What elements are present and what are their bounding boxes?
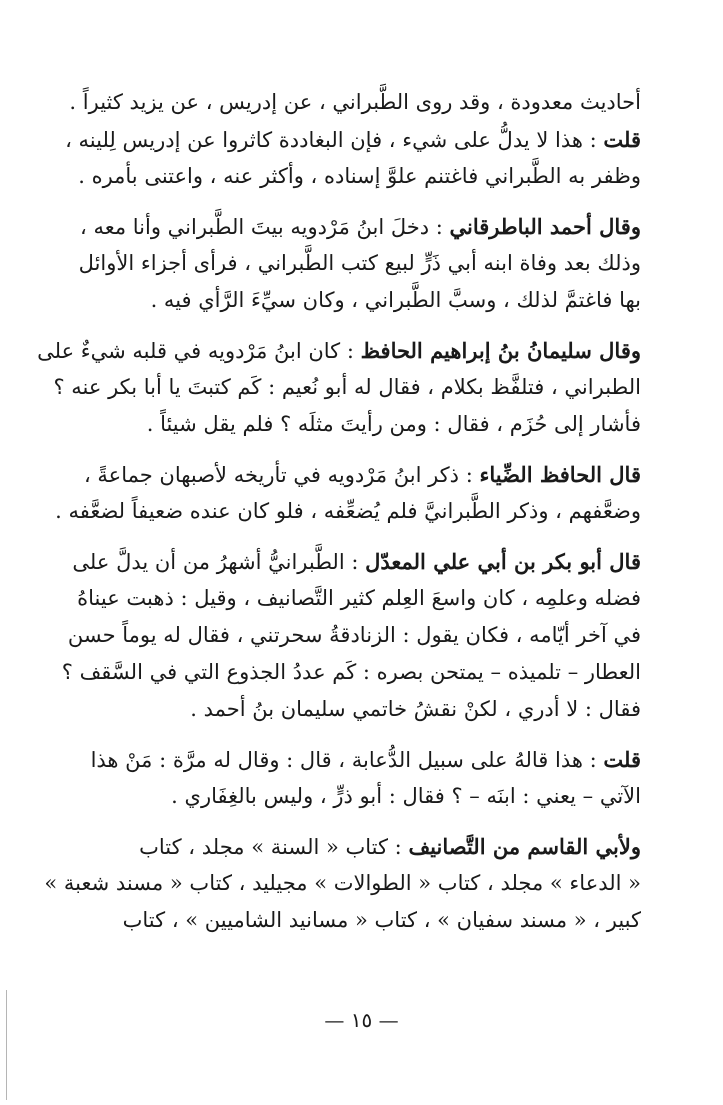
line-text: : دخلَ ابنُ مَرْدويه بيتَ الطَّبراني وأنا معه ،	[80, 215, 450, 239]
line-text: كبير ، « مسند سفيان » ، كتاب « مسانيد الشاميين » ، كتاب	[122, 908, 641, 932]
text-line	[72, 778, 641, 815]
text-line	[72, 691, 641, 728]
line-text: : الطَّبرانيُّ أشهرُ من أن يدلَّ على	[72, 550, 366, 574]
text-line	[72, 158, 641, 195]
line-text: : كتاب « السنة » مجلد ، كتاب	[139, 835, 409, 859]
paragraph	[72, 741, 641, 815]
text-line	[72, 902, 641, 939]
text-line	[55, 493, 641, 530]
speaker-heading: وقال أحمد الباطرقاني	[449, 214, 641, 239]
text-line	[72, 741, 641, 778]
line-text: أحاديث معدودة ، وقد روى الطَّبراني ، عن إدريس ، عن يزيد كثيراً .	[69, 90, 641, 114]
text-line	[69, 84, 641, 121]
speaker-heading: قال الحافظ الضِّياء	[479, 462, 641, 487]
text-line	[72, 828, 641, 865]
line-text: في آخر أيّامه ، فكان يقول : الزنادقةُ سحرتني ، فقال له يوماً حسن	[67, 623, 641, 647]
text-line	[67, 617, 641, 654]
line-text: فضله وعلمِه ، كان واسعَ العِلم كثير التَّصانيف ، وقيل : ذهبت عيناهُ	[77, 586, 641, 610]
text-line	[72, 282, 641, 319]
page-number: — ١٥ —	[324, 1008, 399, 1032]
line-text: وذلك بعد وفاة ابنه أبي ذَرٍّ لبيع كتب الطَّبراني ، فرأى أجزاء الأوائل	[78, 251, 641, 275]
line-text: وضعَّفهم ، وذكر الطَّبرانيَّ فلم يُضعِّفه ، فلو كان عنده ضعيفاً لضعَّفه .	[55, 499, 641, 523]
text-line	[72, 245, 641, 282]
paragraph	[37, 332, 641, 443]
line-text: : ذكر ابنُ مَرْدويه في تأريخه لأصبهان جماعةً ،	[83, 463, 480, 487]
paragraph-gap	[72, 728, 641, 741]
line-text: الطبراني ، فتلفَّظ بكلام ، فقال له أبو نُعيم : كَم كتبتَ يا أبا بكر عنه ؟	[53, 375, 641, 399]
paragraph-gap	[72, 443, 641, 456]
paragraph	[72, 208, 641, 319]
line-text: الآتي – يعني : ابنَه – ؟ فقال : أبو ذرٍّ ، وليس بالغِفَاري .	[171, 784, 641, 808]
line-text: : كان ابنُ مَرْدويه في قلبه شيءٌ على	[37, 339, 361, 363]
line-text: وظفر به الطَّبراني فاغتنم علوَّ إسناده ، وأكثر عنه ، واعتنى بأمره .	[78, 164, 641, 188]
line-text: : هذا قالهُ على سبيل الدُّعابة ، قال : وقال له مرَّة : مَنْ هذا	[90, 748, 604, 772]
text-line	[72, 543, 641, 580]
speaker-heading: قال أبو بكر بن أبي علي المعدّل	[365, 549, 641, 574]
text-line	[53, 369, 641, 406]
text-line	[65, 121, 641, 158]
line-text: « الدعاء » مجلد ، كتاب « الطوالات » مجيليد ، كتاب « مسند شعبة »	[44, 871, 641, 895]
paragraph	[55, 456, 641, 530]
paragraph	[61, 543, 641, 728]
text-line	[44, 865, 641, 902]
speaker-heading: قلت	[603, 127, 641, 152]
speaker-heading: ولأبي القاسم من التَّصانيف	[408, 834, 641, 859]
paragraph-gap	[72, 195, 641, 208]
text-line	[72, 406, 641, 443]
text-line	[72, 580, 641, 617]
line-text: العطار – تلميذه – يمتحن بصره : كَم عددُ الجذوع التي في السَّقف ؟	[61, 660, 641, 684]
paragraph	[44, 828, 641, 939]
text-line	[61, 654, 641, 691]
text-line	[72, 208, 641, 245]
page-body	[37, 84, 641, 939]
text-line	[37, 332, 641, 369]
paragraph-gap	[72, 815, 641, 828]
line-text: فأشار إلى حُزَم ، فقال : ومن رأيتَ مثلَه ؟ فلم يقل شيئاً .	[146, 412, 641, 436]
line-text: فقال : لا أدري ، لكنْ نقشُ خاتمي سليمان بنُ أحمد .	[190, 697, 641, 721]
text-line	[72, 456, 641, 493]
speaker-heading: وقال سليمانُ بنُ إبراهيم الحافظ	[360, 338, 641, 363]
paragraph-gap	[72, 530, 641, 543]
line-text: : هذا لا يدلُّ على شيء ، فإن البغاددة كاثروا عن إدريس لِلينه ،	[65, 128, 604, 152]
paragraph	[65, 84, 641, 195]
speaker-heading: قلت	[603, 747, 641, 772]
paragraph-gap	[72, 319, 641, 332]
line-text: بها فاغتمَّ لذلك ، وسبَّ الطَّبراني ، وكان سيِّءَ الرَّأي فيه .	[150, 288, 641, 312]
